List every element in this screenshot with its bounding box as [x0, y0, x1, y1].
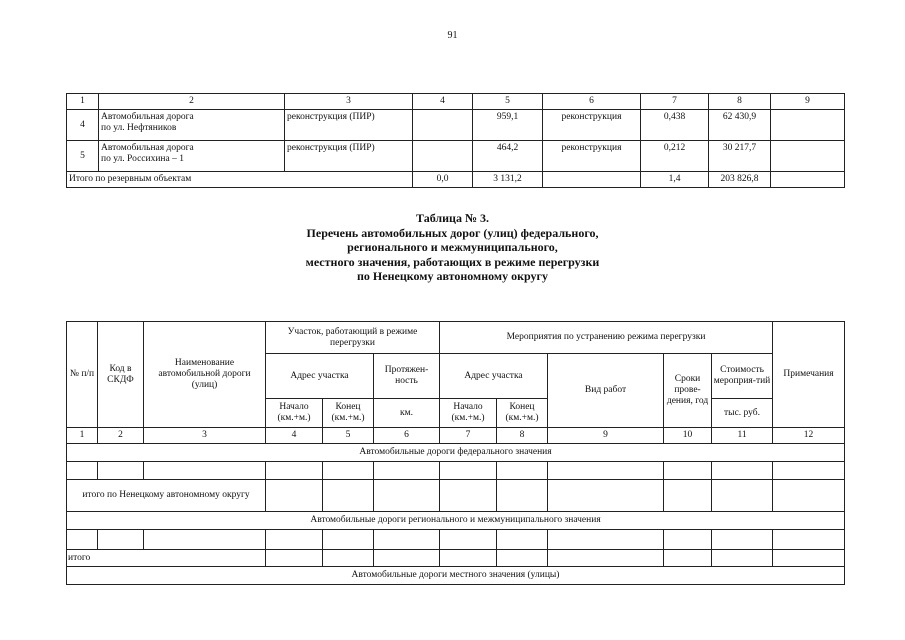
value-cell: 0,438 [641, 110, 709, 141]
title-line: местного значения, работающих в режиме перегрузки [305, 254, 600, 269]
road-name-cell [99, 110, 285, 141]
header-length: Протяжен-ность [374, 354, 440, 399]
column-number-row [67, 428, 845, 444]
total-cost: 203 826,8 [709, 172, 771, 188]
column-number: 11 [712, 428, 773, 444]
length-cell: 959,1 [473, 110, 543, 141]
work-cell: реконструкция [543, 110, 641, 141]
section-row [67, 512, 845, 530]
header-measures: Мероприятия по устранению режима перегрузки [440, 322, 773, 354]
header-work-type: Вид работ [548, 354, 664, 428]
total-row [67, 480, 845, 512]
header-row [67, 322, 845, 354]
section-local: Автомобильные дороги местного значения (улицы) [67, 567, 845, 585]
total-empty [771, 172, 845, 188]
header-measures-end: Конец (км.+м.) [497, 399, 548, 428]
header-code: Код в СКДФ [98, 322, 144, 428]
column-number: 3 [285, 94, 413, 110]
road-name-line: по ул. Россихина – 1 [101, 154, 184, 164]
header-start: Начало (км.+м.) [266, 399, 323, 428]
column-number: 5 [323, 428, 374, 444]
header-section-address: Адрес участка [266, 354, 374, 399]
road-name-line: Автомобильная дорога [101, 143, 194, 153]
row-number: 4 [67, 110, 99, 141]
table-row [67, 141, 845, 172]
title-line: Перечень автомобильных дорог (улиц) федерального, [306, 225, 599, 240]
total-length: 3 131,2 [473, 172, 543, 188]
header-cost: Стоимость мероприя-тий [712, 354, 773, 399]
reserve-objects-table [66, 93, 845, 188]
road-name-line: по ул. Нефтяников [101, 123, 177, 133]
column-number: 7 [440, 428, 497, 444]
total-value: 0,0 [413, 172, 473, 188]
column-number: 4 [266, 428, 323, 444]
column-number: 6 [543, 94, 641, 110]
column-number: 7 [641, 94, 709, 110]
header-notes: Примечания [773, 322, 845, 428]
column-number: 6 [374, 428, 440, 444]
header-terms: Сроки прове-дения, год [664, 354, 712, 428]
header-road-name: Наименование автомобильной дороги (улиц) [144, 322, 266, 428]
note-cell [771, 141, 845, 172]
section-row [67, 444, 845, 462]
value-cell: 0,212 [641, 141, 709, 172]
column-number: 2 [98, 428, 144, 444]
federal-total-label: итого по Ненецкому автономному округу [67, 480, 266, 512]
total-value: 1,4 [641, 172, 709, 188]
column-number: 2 [99, 94, 285, 110]
regional-total-label: итого [67, 550, 266, 567]
table-row [67, 530, 845, 550]
column-number: 12 [773, 428, 845, 444]
column-number: 9 [771, 94, 845, 110]
column-number: 8 [709, 94, 771, 110]
action-cell: реконструкция (ПИР) [285, 110, 413, 141]
total-empty [543, 172, 641, 188]
section-regional: Автомобильные дороги регионального и межмуниципального значения [67, 512, 845, 530]
header-measures-start: Начало (км.+м.) [440, 399, 497, 428]
row-number: 5 [67, 141, 99, 172]
table-row [67, 462, 845, 480]
length-cell: 464,2 [473, 141, 543, 172]
action-cell: реконструкция (ПИР) [285, 141, 413, 172]
column-number: 3 [144, 428, 266, 444]
title-line: регионального и межмуниципального, [347, 240, 558, 254]
total-row [67, 550, 845, 567]
header-length-unit: км. [374, 399, 440, 428]
value-cell [413, 141, 473, 172]
title-line: Таблица № 3. [415, 211, 490, 225]
column-number: 8 [497, 428, 548, 444]
column-number: 1 [67, 428, 98, 444]
total-label: Итого по резервным объектам [67, 172, 413, 188]
cost-cell: 30 217,7 [709, 141, 771, 172]
column-number: 10 [664, 428, 712, 444]
work-cell: реконструкция [543, 141, 641, 172]
table-title [0, 211, 905, 284]
column-number: 9 [548, 428, 664, 444]
column-number: 5 [473, 94, 543, 110]
column-number: 1 [67, 94, 99, 110]
header-num: № п/п [67, 322, 98, 428]
table-row [67, 110, 845, 141]
value-cell [413, 110, 473, 141]
column-number-row [67, 94, 845, 110]
road-name-line: Автомобильная дорога [101, 112, 194, 122]
overload-roads-table [66, 321, 845, 585]
header-end: Конец (км.+м.) [323, 399, 374, 428]
title-line: по Ненецкому автономному округу [357, 269, 548, 283]
road-name-cell [99, 141, 285, 172]
section-row [67, 567, 845, 585]
page-number: 91 [447, 30, 458, 41]
column-number: 4 [413, 94, 473, 110]
cost-cell: 62 430,9 [709, 110, 771, 141]
section-federal: Автомобильные дороги федерального значения [67, 444, 845, 462]
note-cell [771, 110, 845, 141]
header-measures-address: Адрес участка [440, 354, 548, 399]
header-cost-unit: тыс. руб. [712, 399, 773, 428]
total-row [67, 172, 845, 188]
header-overload-section: Участок, работающий в режиме перегрузки [266, 322, 440, 354]
